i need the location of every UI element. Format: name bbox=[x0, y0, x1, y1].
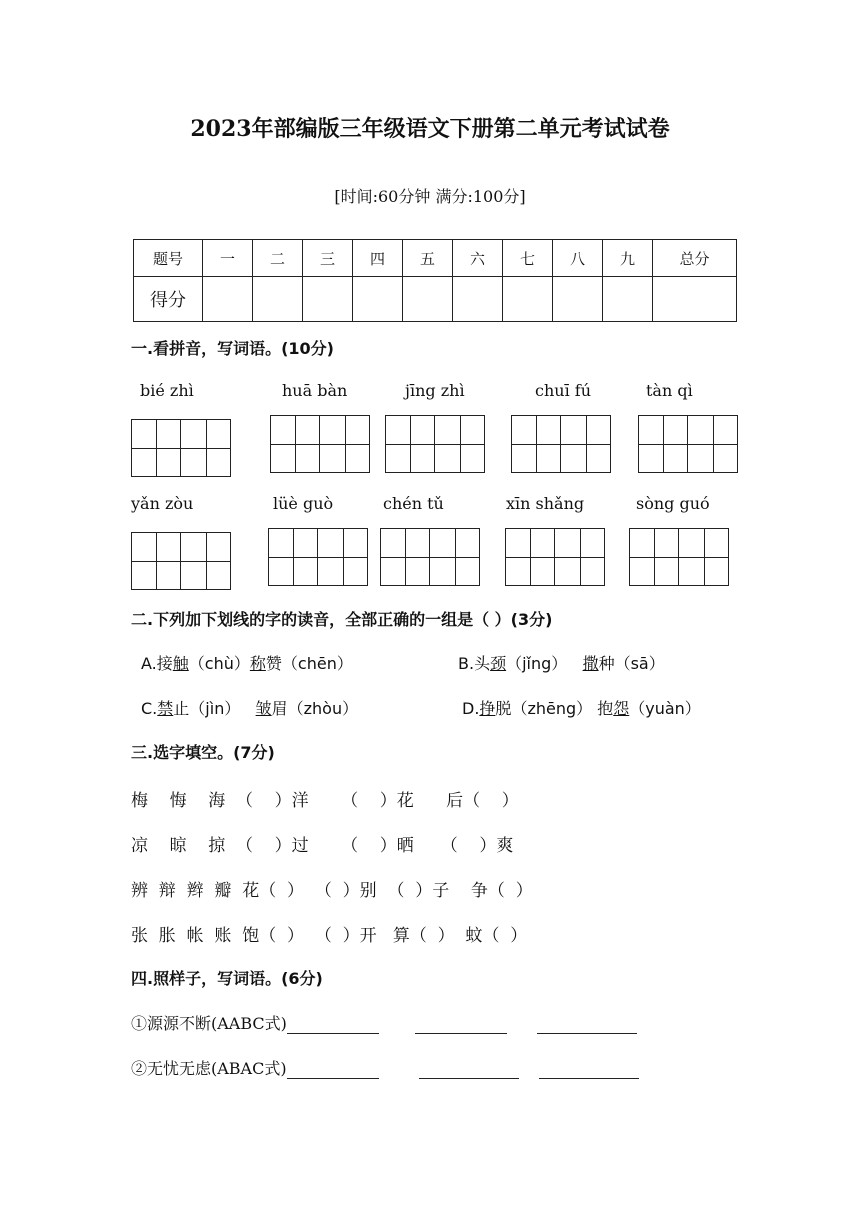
header-cell: 九 bbox=[603, 240, 653, 277]
writing-grid[interactable] bbox=[629, 528, 729, 586]
answer-blank[interactable] bbox=[539, 1060, 639, 1079]
word-char: 种 bbox=[598, 654, 615, 673]
section2-title: 二.下列加下划线的字的读音，全部正确的一组是（ ）(3分) bbox=[131, 610, 553, 629]
underlined-char: 怨 bbox=[613, 699, 630, 718]
header-cell: 六 bbox=[453, 240, 503, 277]
score-cell[interactable] bbox=[253, 277, 303, 322]
pinyin-label: jīng zhì bbox=[405, 381, 465, 400]
pinyin-label: tàn qì bbox=[646, 381, 693, 400]
header-cell: 一 bbox=[203, 240, 253, 277]
underlined-char: 颈 bbox=[490, 654, 507, 673]
header-cell: 总分 bbox=[653, 240, 737, 277]
pinyin-label: chuī fú bbox=[535, 381, 591, 400]
option-a[interactable] bbox=[141, 651, 353, 674]
pinyin-label: lüè guò bbox=[273, 494, 334, 513]
header-cell: 五 bbox=[403, 240, 453, 277]
fill-row: 辨 辩 辫 瓣 花（ ） （ ）别 （ ）子 争（ ） bbox=[131, 881, 533, 901]
option-label: C. bbox=[141, 699, 158, 718]
score-table-header-row bbox=[134, 240, 737, 277]
score-cell[interactable] bbox=[403, 277, 453, 322]
word-char: 接 bbox=[156, 654, 173, 673]
option-b[interactable] bbox=[458, 651, 665, 674]
option-c[interactable] bbox=[141, 696, 358, 719]
writing-grid[interactable] bbox=[131, 532, 231, 590]
pinyin-label: huā bàn bbox=[282, 381, 348, 400]
score-cell[interactable] bbox=[503, 277, 553, 322]
pinyin: （jǐng） bbox=[506, 654, 568, 673]
pinyin: （zhòu） bbox=[287, 699, 359, 718]
pinyin-label: chén tǔ bbox=[383, 494, 444, 513]
word-char: 抱 bbox=[597, 699, 614, 718]
score-cell[interactable] bbox=[553, 277, 603, 322]
word-char: 头 bbox=[474, 654, 491, 673]
writing-grid[interactable] bbox=[511, 415, 611, 473]
underlined-char: 触 bbox=[172, 654, 189, 673]
underlined-char: 皱 bbox=[255, 699, 272, 718]
header-cell: 七 bbox=[503, 240, 553, 277]
pinyin: （chù） bbox=[188, 654, 250, 673]
pinyin-label: sòng guó bbox=[636, 494, 710, 513]
underlined-char: 称 bbox=[249, 654, 266, 673]
answer-blank[interactable] bbox=[415, 1015, 507, 1034]
example-label: ②无忧无虑(ABAC式) bbox=[131, 1059, 287, 1078]
example-item-2 bbox=[131, 1056, 639, 1079]
pinyin: （sā） bbox=[614, 654, 665, 673]
writing-grid[interactable] bbox=[131, 419, 231, 477]
writing-grid[interactable] bbox=[385, 415, 485, 473]
score-cell[interactable] bbox=[203, 277, 253, 322]
score-cell[interactable] bbox=[453, 277, 503, 322]
option-d[interactable] bbox=[462, 696, 701, 719]
underlined-char: 撒 bbox=[582, 654, 599, 673]
score-table-score-row bbox=[134, 277, 737, 322]
fill-row: 梅 悔 海 （ ）洋 （ ）花 后（ ） bbox=[131, 791, 519, 811]
example-item-1 bbox=[131, 1011, 637, 1034]
section1-title: 一.看拼音，写词语。(10分) bbox=[131, 339, 334, 358]
header-cell: 题号 bbox=[134, 240, 203, 277]
writing-grid[interactable] bbox=[638, 415, 738, 473]
word-char: 止 bbox=[173, 699, 190, 718]
header-cell: 三 bbox=[303, 240, 353, 277]
score-table bbox=[133, 239, 737, 322]
word-char: 赞 bbox=[265, 654, 282, 673]
word-char: 眉 bbox=[271, 699, 288, 718]
header-cell: 四 bbox=[353, 240, 403, 277]
fill-row: 凉 晾 掠 （ ）过 （ ）晒 （ ）爽 bbox=[131, 836, 514, 856]
score-cell[interactable] bbox=[653, 277, 737, 322]
exam-info: [时间:60分钟 满分:100分] bbox=[334, 187, 526, 206]
header-cell: 二 bbox=[253, 240, 303, 277]
option-label: D. bbox=[462, 699, 480, 718]
score-cell[interactable] bbox=[353, 277, 403, 322]
underlined-char: 禁 bbox=[157, 699, 174, 718]
writing-grid[interactable] bbox=[270, 415, 370, 473]
section3-title: 三.选字填空。(7分) bbox=[131, 743, 275, 762]
writing-grid[interactable] bbox=[268, 528, 368, 586]
score-cell[interactable] bbox=[303, 277, 353, 322]
pinyin-label: xīn shǎng bbox=[506, 494, 585, 513]
word-char: 脱 bbox=[495, 699, 512, 718]
writing-grid[interactable] bbox=[505, 528, 605, 586]
option-label: A. bbox=[141, 654, 157, 673]
answer-blank[interactable] bbox=[287, 1060, 379, 1079]
underlined-char: 挣 bbox=[479, 699, 496, 718]
section4-title: 四.照样子，写词语。(6分) bbox=[131, 969, 323, 988]
answer-blank[interactable] bbox=[537, 1015, 637, 1034]
fill-row: 张 胀 帐 账 饱（ ） （ ）开 算（ ） 蚊（ ） bbox=[131, 926, 528, 946]
answer-blank[interactable] bbox=[287, 1015, 379, 1034]
score-label: 得分 bbox=[134, 277, 203, 322]
writing-grid[interactable] bbox=[380, 528, 480, 586]
pinyin: （zhēng） bbox=[511, 699, 593, 718]
answer-blank[interactable] bbox=[419, 1060, 519, 1079]
pinyin: （jìn） bbox=[189, 699, 241, 718]
pinyin-label: bié zhì bbox=[140, 381, 194, 400]
score-cell[interactable] bbox=[603, 277, 653, 322]
pinyin: （yuàn） bbox=[629, 699, 701, 718]
pinyin: （chēn） bbox=[281, 654, 353, 673]
pinyin-label: yǎn zòu bbox=[131, 494, 194, 513]
header-cell: 八 bbox=[553, 240, 603, 277]
option-label: B. bbox=[458, 654, 475, 673]
example-label: ①源源不断(AABC式) bbox=[131, 1014, 287, 1033]
page-title: 2023年部编版三年级语文下册第二单元考试试卷 bbox=[190, 116, 670, 142]
